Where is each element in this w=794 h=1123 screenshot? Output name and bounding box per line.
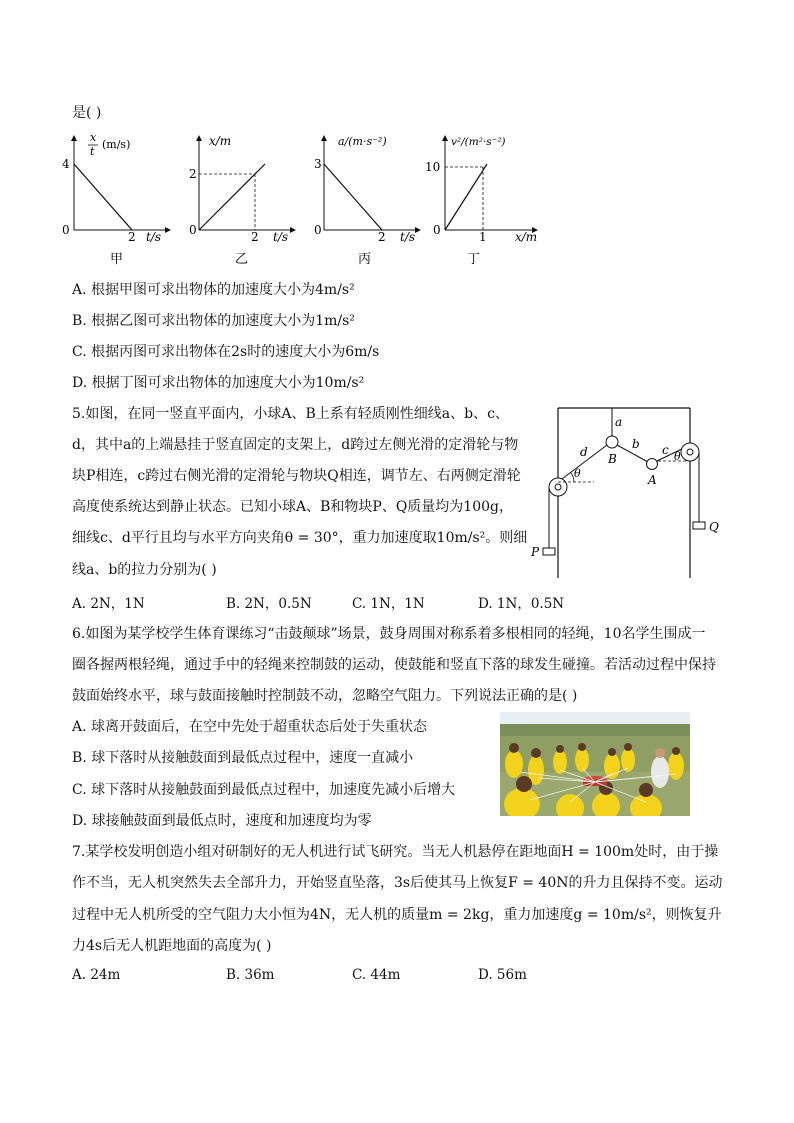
q5-label-d: d bbox=[580, 445, 588, 459]
q6-option-a[interactable]: A. 球离开鼓面后，在空中先处于超重状态后处于失重状态 bbox=[72, 719, 428, 735]
graph-bing-caption: 丙 bbox=[358, 252, 372, 267]
q5-line-4: 高度使系统达到静止状态。已知小球A、B和物块P、Q质量均为100g， bbox=[72, 499, 513, 515]
q5-label-P: P bbox=[531, 545, 540, 559]
q5-label-c: c bbox=[662, 443, 669, 457]
q5-option-c[interactable]: C. 1N，1N bbox=[352, 596, 425, 612]
graph-ding-caption: 丁 bbox=[467, 252, 481, 267]
q5-option-b[interactable]: B. 2N，0.5N bbox=[226, 596, 312, 612]
q5-label-a: a bbox=[615, 415, 623, 429]
graph-yi bbox=[185, 128, 305, 268]
q4-stem-tail: 是( ) bbox=[72, 105, 102, 121]
q6-option-d[interactable]: D. 球接触鼓面到最低点时，速度和加速度均为零 bbox=[72, 813, 372, 829]
graph-ding-ytick: 10 bbox=[425, 160, 441, 174]
graph-ding bbox=[425, 128, 550, 268]
graph-ding-xtick: 1 bbox=[479, 230, 487, 244]
q5-line-1: 5.如图，在同一竖直平面内，小球A、B上系有轻质刚性细线a、b、c、 bbox=[72, 406, 509, 422]
q7-option-a[interactable]: A. 24m bbox=[72, 967, 121, 983]
q5-option-a[interactable]: A. 2N，1N bbox=[72, 596, 145, 612]
q7-option-c[interactable]: C. 44m bbox=[352, 967, 401, 983]
graph-bing-xlabel: t/s bbox=[400, 230, 416, 244]
graph-ding-origin: 0 bbox=[433, 223, 441, 237]
graph-yi-ytick: 2 bbox=[189, 167, 197, 181]
graph-bing-ylabel: a/(m·s⁻²) bbox=[338, 135, 387, 148]
q5-label-A: A bbox=[648, 473, 657, 487]
graph-yi-xlabel: t/s bbox=[273, 230, 289, 244]
q5-option-d[interactable]: D. 1N，0.5N bbox=[478, 596, 565, 612]
graph-jia-ylabel-unit: (m/s) bbox=[102, 138, 131, 151]
q7-option-b[interactable]: B. 36m bbox=[226, 967, 275, 983]
graph-jia-xlabel: t/s bbox=[146, 230, 162, 244]
graph-bing-line bbox=[324, 164, 382, 230]
graph-yi-origin: 0 bbox=[189, 223, 197, 237]
q5-label-B: B bbox=[608, 452, 617, 466]
q5-label-b: b bbox=[632, 437, 640, 451]
graph-ding-line bbox=[445, 164, 487, 230]
graph-bing-ytick: 3 bbox=[314, 157, 322, 171]
q6-option-c[interactable]: C. 球下落时从接触鼓面到最低点过程中，加速度先减小后增大 bbox=[72, 782, 456, 798]
q4-option-c[interactable]: C. 根据丙图可求出物体在2s时的速度大小为6m/s bbox=[72, 344, 380, 360]
q6-option-b[interactable]: B. 球下落时从接触鼓面到最低点过程中，速度一直减小 bbox=[72, 750, 414, 766]
q6-line-3: 鼓面始终水平，球与鼓面接触时控制鼓不动，忽略空气阻力。下列说法正确的是( ) bbox=[72, 688, 578, 704]
graph-yi-xtick: 2 bbox=[251, 230, 259, 244]
q5-line-3: 块P相连，c跨过右侧光滑的定滑轮与物块Q相连，调节左、右两侧定滑轮 bbox=[72, 468, 521, 484]
q7-option-d[interactable]: D. 56m bbox=[478, 967, 527, 983]
q5-pulley-figure bbox=[528, 400, 728, 580]
q5-line-6: 线a、b的拉力分别为( ) bbox=[72, 562, 217, 578]
graph-jia-ytick: 4 bbox=[62, 157, 70, 171]
graph-jia-ylabel-num: x bbox=[90, 131, 97, 144]
graph-jia bbox=[60, 128, 180, 268]
q7-line-4: 力4s后无人机距地面的高度为( ) bbox=[72, 938, 272, 954]
graph-jia-xtick: 2 bbox=[128, 230, 136, 244]
graph-jia-line bbox=[74, 164, 132, 230]
graph-bing-origin: 0 bbox=[314, 223, 322, 237]
graph-ding-xlabel: x/m bbox=[515, 230, 538, 244]
q6-drum-activity-photo bbox=[500, 712, 690, 816]
graph-yi-caption: 乙 bbox=[235, 252, 249, 267]
q6-line-1: 6.如图为某学校学生体育课练习“击鼓颠球”场景，鼓身周围对称系着多根相同的轻绳，10名学生围成一 bbox=[72, 626, 706, 642]
graph-jia-origin: 0 bbox=[62, 223, 70, 237]
q6-line-2: 圈各握两根轻绳，通过手中的轻绳来控制鼓的运动，使鼓能和竖直下落的球发生碰撞。若活动过程中保持 bbox=[72, 657, 716, 673]
q7-line-2: 作不当，无人机突然失去全部升力，开始竖直坠落，3s后使其马上恢复F = 40N的升力且保持不变。运动 bbox=[72, 875, 723, 891]
graph-jia-ylabel-den: t bbox=[90, 145, 95, 158]
graph-bing-xtick: 2 bbox=[378, 230, 386, 244]
graph-yi-ylabel: x/m bbox=[209, 134, 232, 148]
q7-line-1: 7.某学校发明创造小组对研制好的无人机进行试飞研究。当无人机悬停在距地面H = 100m处时，由于操 bbox=[72, 844, 719, 860]
q7-line-3: 过程中无人机所受的空气阻力大小恒为4N，无人机的质量m = 2kg，重力加速度g = 10m/s²，则恢复升 bbox=[72, 907, 722, 923]
q5-label-Q: Q bbox=[709, 520, 719, 534]
graph-ding-ylabel: v²/(m²·s⁻²) bbox=[451, 136, 506, 148]
graph-jia-caption: 甲 bbox=[110, 252, 124, 267]
q5-label-theta-right: θ bbox=[674, 450, 681, 463]
q4-option-a[interactable]: A. 根据甲图可求出物体的加速度大小为4m/s² bbox=[72, 282, 355, 298]
q4-option-b[interactable]: B. 根据乙图可求出物体的加速度大小为1m/s² bbox=[72, 313, 355, 329]
q4-option-d[interactable]: D. 根据丁图可求出物体的加速度大小为10m/s² bbox=[72, 375, 365, 391]
q5-line-2: d，其中a的上端悬挂于竖直固定的支架上，d跨过左侧光滑的定滑轮与物 bbox=[72, 437, 519, 453]
q5-line-5: 细线c、d平行且均与水平方向夹角θ = 30°，重力加速度取10m/s²。则细 bbox=[72, 530, 528, 546]
graph-bing bbox=[310, 128, 430, 268]
q5-label-theta-left: θ bbox=[574, 467, 581, 480]
